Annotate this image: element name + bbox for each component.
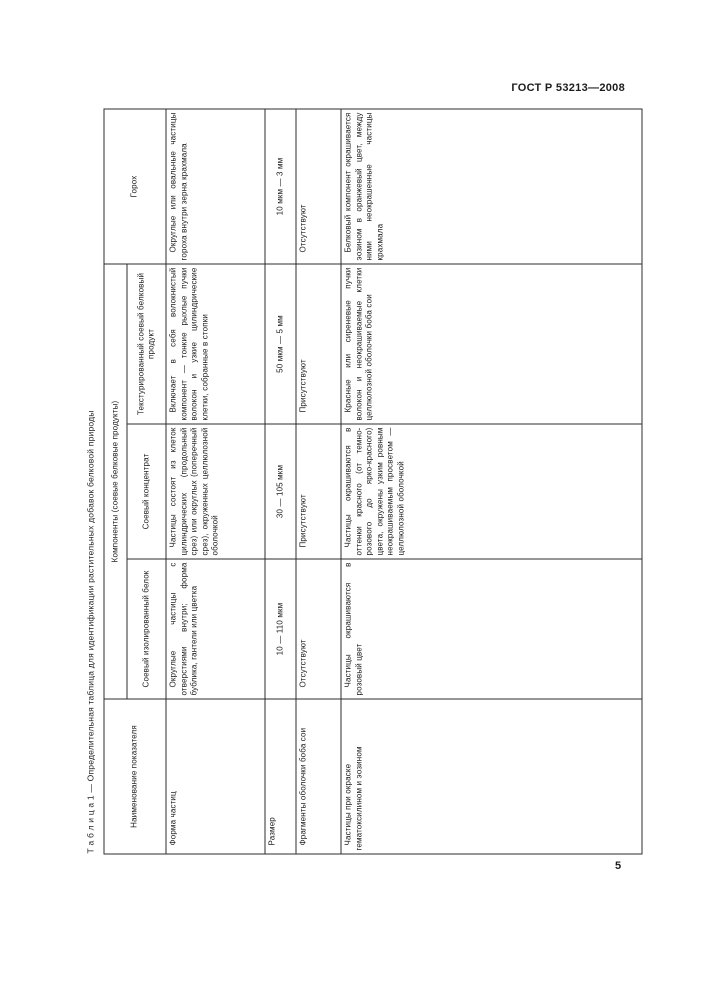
- cell-shape-concentrate: Частицы состоят из клеток цилиндрических (продольный срез) или округлых (поперечный срез), окруженных целлюлозной оболочкой: [166, 424, 265, 559]
- cell-frag-concentrate: Присутствуют: [296, 424, 341, 559]
- cell-frag-textured: Присутствуют: [296, 264, 341, 424]
- page-number: 5: [615, 860, 622, 872]
- cell-stain-textured: Красные или сиреневые пучки волокон и неокрашиваемые клетки целлюлозной оболочки боба сои: [341, 264, 642, 424]
- cell-shape-peas: Округлые или овальные частицы гороха внутри зерна крахмала: [166, 109, 265, 264]
- cell-stain-peas: Белковый компонент окрашивается эозином в оранжевый цвет, между ними неокрашенные частицы крахмала: [341, 109, 642, 264]
- row-label-hull-fragments: Фрагменты оболочки боба сои: [296, 699, 341, 854]
- cell-frag-isolate: Отсутствуют: [296, 559, 341, 699]
- cell-shape-isolate: Округлые частицы с отверстиями внутри; форма бублика, гантели или цветка: [166, 559, 265, 699]
- document-header: ГОСТ Р 53213—2008: [511, 82, 625, 94]
- row-label-size: Размер: [265, 699, 296, 854]
- cell-frag-peas: Отсутствуют: [296, 109, 341, 264]
- column-group-header-components: Компоненты (соевые белковые продукты): [104, 264, 127, 699]
- row-label-particle-shape: Форма частиц: [166, 699, 265, 854]
- column-header-textured-soy: Текстурированный соевый белковый продукт: [127, 264, 166, 424]
- table-row-hull-fragments: [296, 109, 341, 854]
- cell-size-textured: 50 мкм — 5 мм: [265, 264, 296, 424]
- cell-shape-textured: Включает в себя волокнистый компонент — тонкие рыхлые пучки волокон и узкие цилиндрические клетки, собранные в стопки: [166, 264, 265, 424]
- cell-size-isolate: 10 — 110 мкм: [265, 559, 296, 699]
- identification-table: [104, 109, 643, 855]
- rotated-table-container: [86, 110, 626, 855]
- column-header-soy-isolate: Соевый изолированный белок: [127, 559, 166, 699]
- cell-size-peas: 10 мкм — 3 мм: [265, 109, 296, 264]
- table-row-size: [265, 109, 296, 854]
- column-header-indicator-name: Наименование показателя: [104, 699, 166, 854]
- table-header-row-group: [104, 109, 127, 854]
- table-row-staining: [341, 109, 642, 854]
- cell-size-concentrate: 30 — 105 мкм: [265, 424, 296, 559]
- column-header-peas: Горох: [104, 109, 166, 264]
- table-title: Т а б л и ц а 1 — Определительная таблица для идентификации растительных добавок белковой природы: [85, 410, 96, 854]
- row-label-staining: Частицы при окраске гематоксилином и эозином: [341, 699, 642, 854]
- cell-stain-concentrate: Частицы окрашиваются в оттенки красного (от темно-розового до ярко-красного) цвета, окружены узким ровным неокрашиваемым просветом — целлюлозной оболочкой: [341, 424, 642, 559]
- cell-stain-isolate: Частицы окрашиваются в розовый цвет: [341, 559, 642, 699]
- table-row-particle-shape: [166, 109, 265, 854]
- column-header-soy-concentrate: Соевый концентрат: [127, 424, 166, 559]
